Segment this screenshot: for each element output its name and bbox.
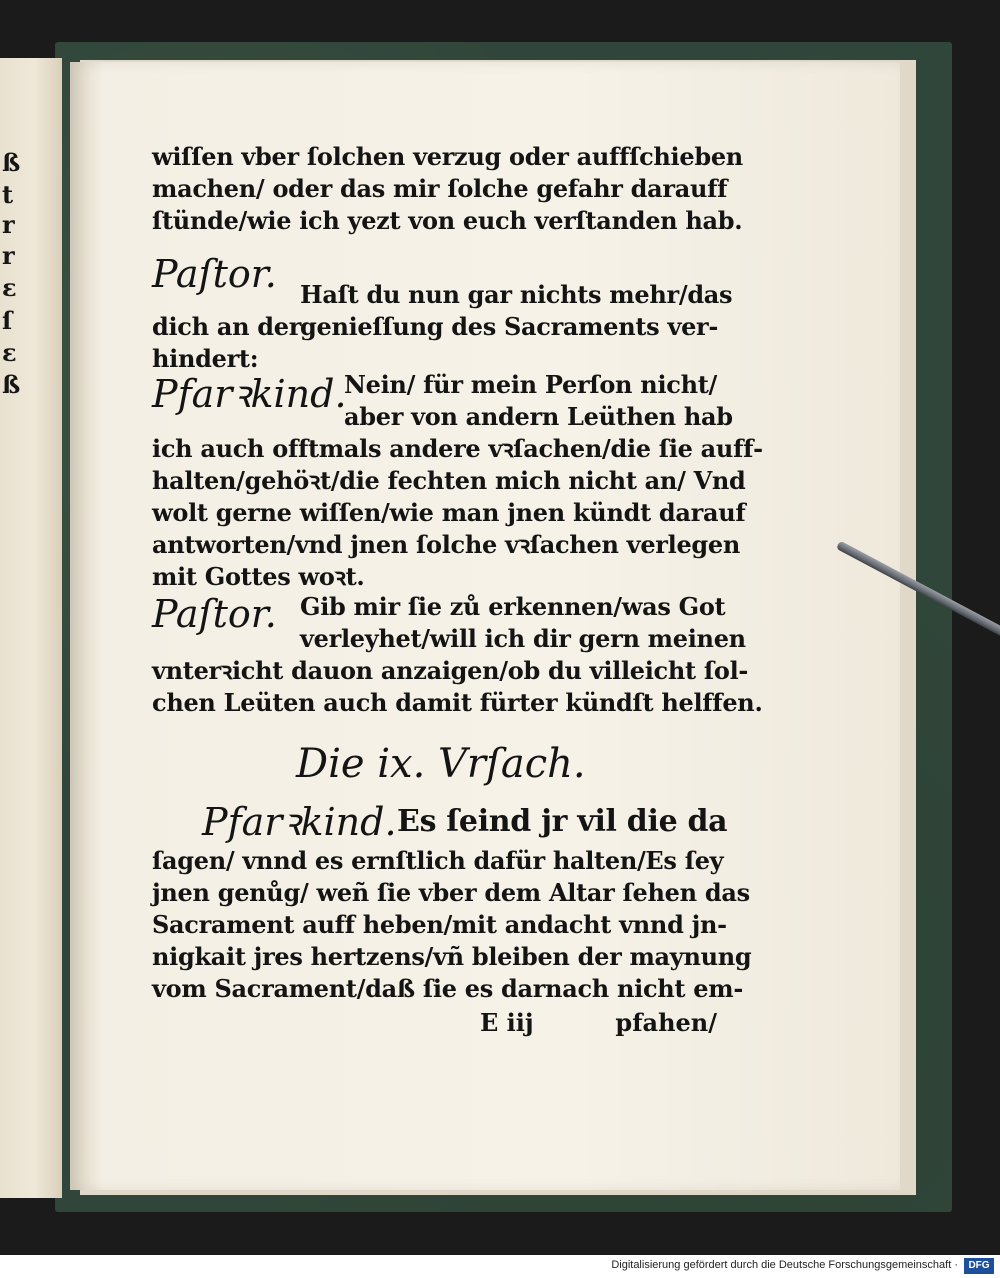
credit-text: Digitalisierung gefördert durch die Deutsche Forschungsgemeinschaft · [611,1259,958,1271]
text-line: hindert: [152,344,259,373]
speaker-label: Paſtor. [152,252,277,296]
left-page-fragment: r [2,210,15,239]
text-line: ſagen/ vnnd es ernſtlich dafür halten/Es ſey [152,846,724,875]
text-line: halten/gehöꝛt/die fechten mich nicht an/ Vnd [152,466,746,495]
text-line: vnterꝛicht dauon anzaigen/ob du villeicht ſol‑ [152,656,749,685]
text-line: wolt gerne wiſſen/wie man jnen kündt darauf [152,498,746,527]
text-line: aber von andern Leüthen hab [344,402,733,431]
credit-bar [0,1255,1000,1278]
text-line: Nein/ für mein Perſon nicht/ [344,370,717,399]
text-line: Haſt du nun gar nichts mehr/das [300,280,733,309]
page-footer [152,1008,717,1040]
text-line: antworten/vnd jnen ſolche vꝛſachen verlegen [152,530,741,559]
left-page-fragment: ſ [2,306,13,335]
left-page-fragment: r [2,241,15,270]
text-line: ſtünde/wie ich yezt von euch verſtanden hab. [152,206,743,235]
text-line: dich an der [152,312,302,341]
text-line: machen/ oder das mir ſolche gefahr darauff [152,174,728,203]
dfg-logo: DFG [964,1258,994,1274]
text-line: Es ſeind jr vil die da [397,804,728,839]
text-line: wiſſen vber ſolchen verzug oder auffſchieben [152,142,743,171]
text-line: Sacrament auff heben/mit andacht vnnd jn‑ [152,910,727,939]
text-line: vom Sacrament/daß ſie es darnach nicht em‑ [152,974,743,1003]
left-page-fragment: t [2,180,14,209]
text-line: chen Leüten auch damit fürter kündſt helffen. [152,688,763,717]
catchword: pfahen/ [615,1008,717,1037]
signature-mark: E iij [480,1008,534,1037]
text-line: verleyhet/will ich dir gern meinen [300,624,746,653]
speaker-label: Pfarꝛkind. [202,800,397,844]
text-line: ich auch offtmals andere vꝛſachen/die ſie auff‑ [152,434,763,463]
speaker-label: Pfarꝛkind. [152,372,347,416]
text-line: mit Gottes woꝛt. [152,562,365,591]
section-heading: Die ix. Vrſach. [296,741,586,787]
text-line: jnen genůg/ weñ ſie vber dem Altar ſehen das [152,878,750,907]
left-page-fragment: ɛ [2,273,17,302]
text-line: nigkait jres hertzens/vñ bleiben der maynung [152,942,752,971]
text-line: genieſſung des Sacraments ver‑ [300,312,719,341]
left-page-fragment: ß [2,370,21,399]
left-page-fragment: ß [2,148,21,177]
speaker-label: Paſtor. [152,592,277,636]
text-line: Gib mir ſie zů erkennen/was Got [300,592,726,621]
left-page-fragment: ɛ [2,338,17,367]
left-page-edge [0,58,62,1198]
